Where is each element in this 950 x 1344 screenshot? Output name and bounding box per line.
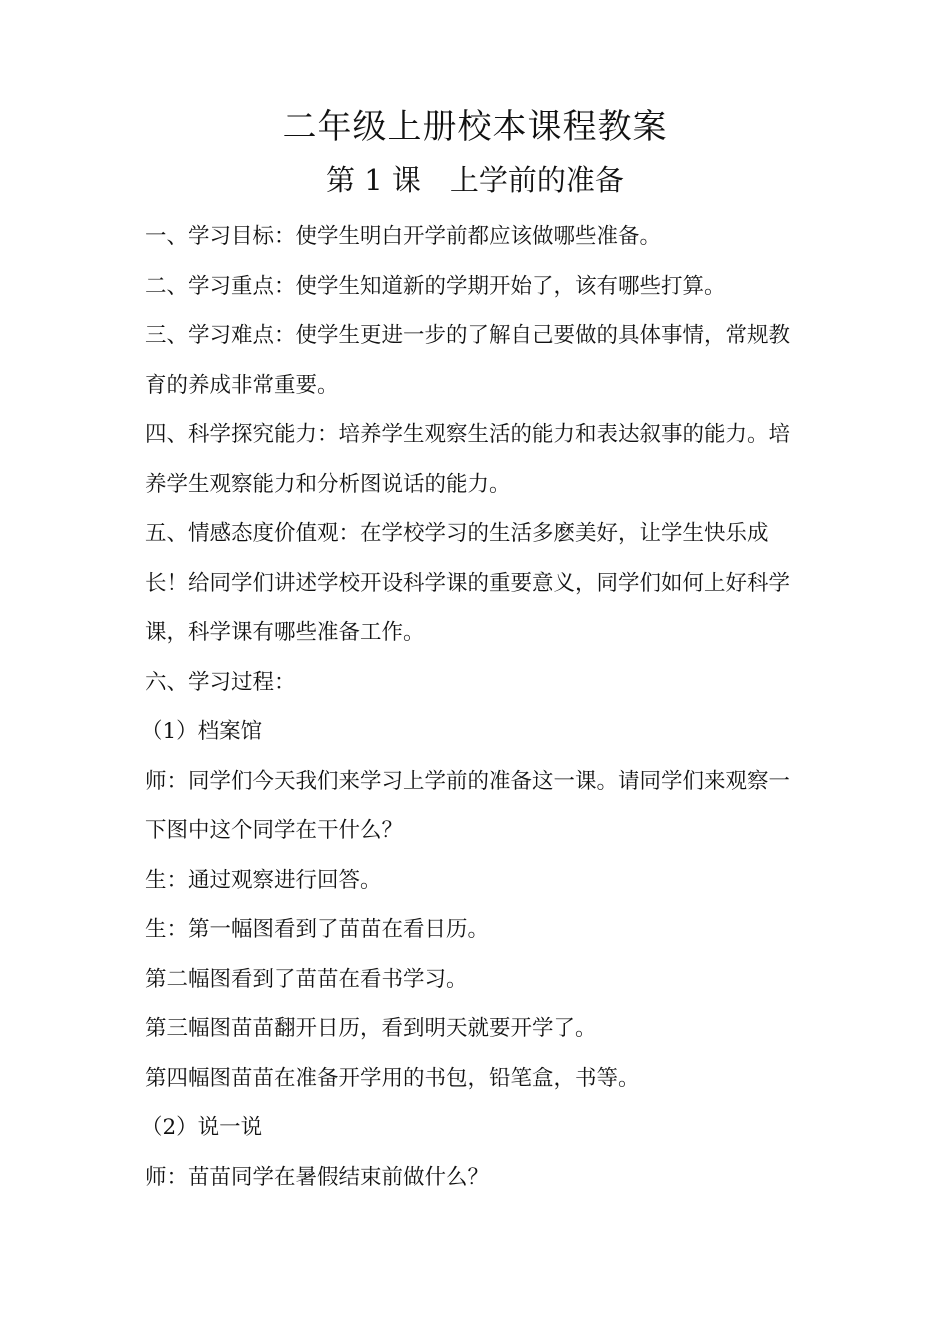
document-body xyxy=(141,212,810,1202)
paragraph-discussion-heading: （2）说一说 xyxy=(141,1115,263,1140)
lesson-subtitle: 第 1 课 上学前的准备 xyxy=(326,163,624,197)
paragraph-picture-2: 第二幅图看到了苗苗在看书学习。 xyxy=(145,966,468,992)
paragraph-learning-goal: 一、学习目标：使学生明白开学前都应该做哪些准备。 xyxy=(145,224,662,249)
paragraph-student-answer: 生：通过观察进行回答。 xyxy=(145,867,382,893)
paragraph-learning-difficulty: 三、学习难点：使学生更进一步的了解自己要做的具体事情，常规教育的养成非常重要。 xyxy=(145,323,791,398)
paragraph-values: 五、情感态度价值观：在学校学习的生活多麽美好，让学生快乐成长！给同学们讲述学校开设科学课的重要意义，同学们如何上好科学课，科学课有哪些准备工作。 xyxy=(145,521,791,645)
paragraph-science-ability: 四、科学探究能力：培养学生观察生活的能力和表达叙事的能力。培养学生观察能力和分析图说话的能力。 xyxy=(145,422,791,497)
paragraph-picture-3: 第三幅图苗苗翻开日历，看到明天就要开学了。 xyxy=(145,1016,597,1041)
paragraph-process-heading: 六、学习过程： xyxy=(145,669,296,695)
paragraph-teacher-question: 师：苗苗同学在暑假结束前做什么？ xyxy=(145,1164,490,1190)
document-title: 二年级上册校本课程教案 xyxy=(282,107,668,147)
paragraph-learning-focus: 二、学习重点：使学生知道新的学期开始了，该有哪些打算。 xyxy=(145,273,726,299)
paragraph-teacher-intro: 师：同学们今天我们来学习上学前的准备这一课。请同学们来观察一下图中这个同学在干什么？ xyxy=(145,768,791,843)
paragraph-picture-4: 第四幅图苗苗在准备开学用的书包，铅笔盒，书等。 xyxy=(145,1065,640,1091)
paragraph-picture-1: 生：第一幅图看到了苗苗在看日历。 xyxy=(145,917,490,942)
paragraph-archive-heading: （1）档案馆 xyxy=(141,719,263,744)
